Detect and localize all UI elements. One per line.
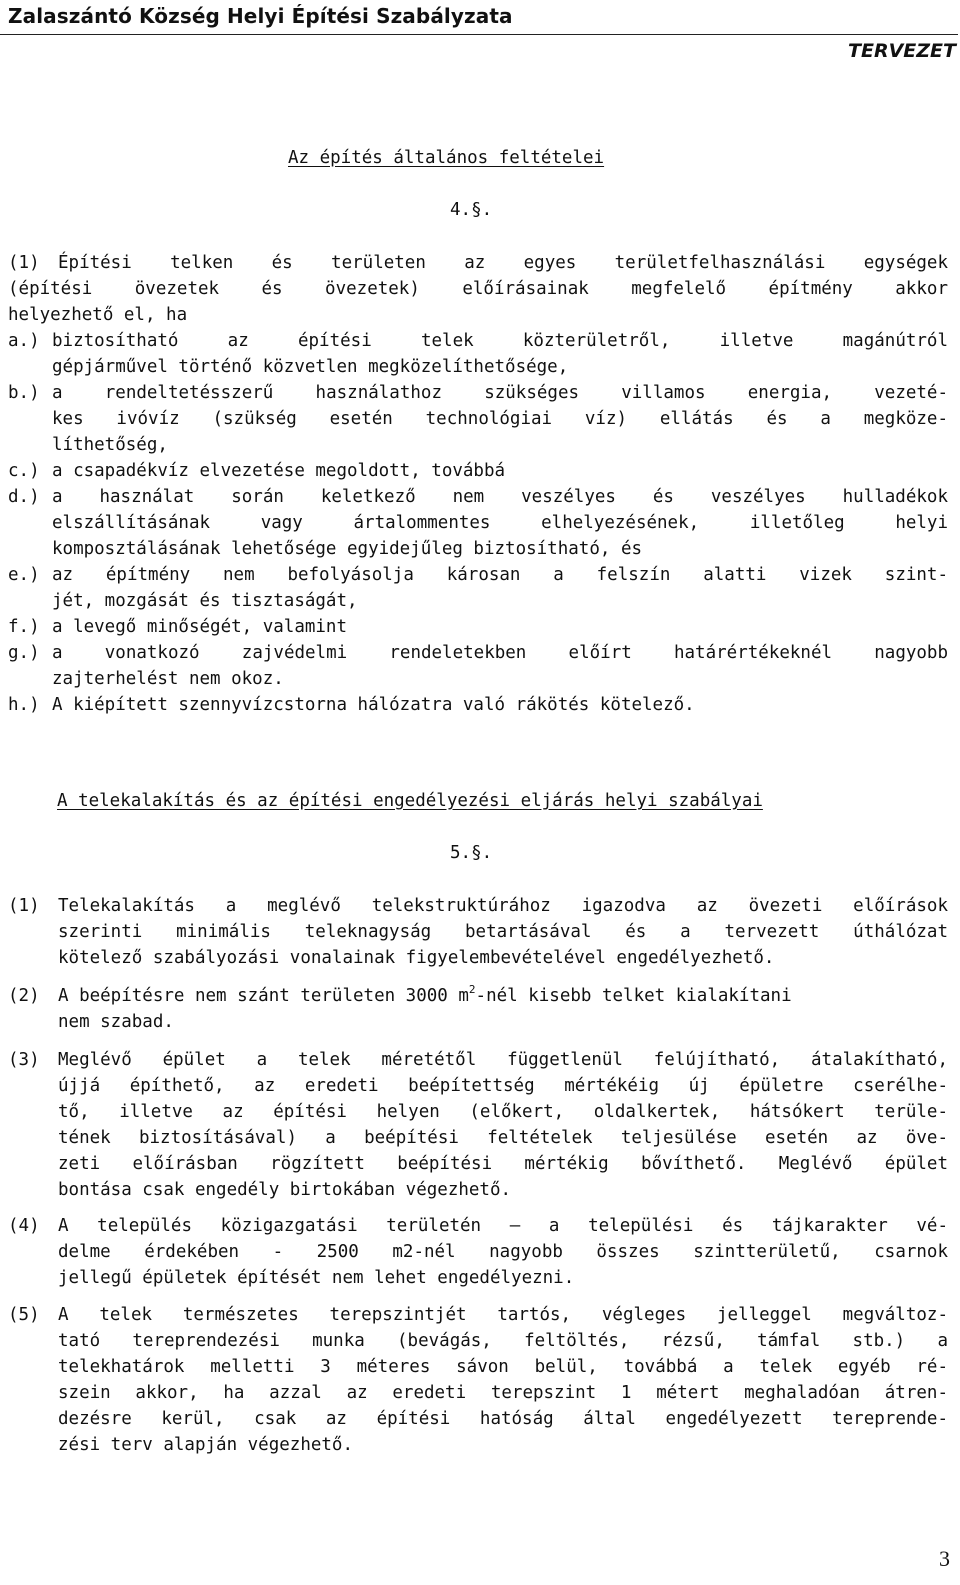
area-text: A beépítésre nem szánt területen 3000 m [58,986,469,1006]
paragraph-line: A település közigazgatási területén – a települési és tájkarakter vé- [58,1216,948,1236]
list-item-line: kes ivóvíz (szükség esetén technológiai víz) ellátás és a megköze- [52,409,948,429]
paragraph-line [58,983,948,1009]
paragraph-line: helyezhető el, ha [8,305,188,325]
paragraph-line: jellegű épületek építését nem lehet engedélyezni. [58,1268,575,1288]
paragraph-line: újjá építhető, az eredeti beépítettség mértékéig új épületre cserélhe- [58,1076,948,1096]
list-item [8,640,948,692]
paragraph-line: tató tereprendezési munka (bevágás, feltöltés, rézsű, támfal stb.) a [58,1331,948,1351]
paragraph-label: (1) [8,253,40,273]
list-item [8,562,948,614]
paragraph-line: Telekalakítás a meglévő telekstruktúrához igazodva az övezeti előírások [58,896,948,916]
list-item-line: komposztálásának lehetősége egyidejűleg biztosítható, és [52,539,643,559]
list-item-line: az építmény nem befolyásolja károsan a felszín alatti vizek szint- [52,565,948,585]
paragraph-line: tő, illetve az építési helyen (előkert, oldalkertek, hátsókert terüle- [58,1102,948,1122]
paragraph-line: nem szabad. [58,1012,174,1032]
list-item-line: gépjárművel történő közvetlen megközelíthetősége, [52,357,569,377]
section-4-heading: Az építés általános feltételei [288,148,605,168]
paragraph-line: dezésre kerül, csak az építési hatóság által engedélyezett tereprende- [58,1409,948,1429]
list-item-line: a csapadékvíz elvezetése megoldott, továbbá [52,461,506,481]
section-4-number: 4.§. [450,200,493,220]
paragraph-label: (5) [8,1305,40,1325]
list-item [8,380,948,458]
list-item-label: g.) [8,643,40,663]
paragraph-line: A telek természetes terepszintjét tartós, végleges jelleggel megváltoz- [58,1305,948,1325]
paragraph-line: kötelező szabályozási vonalainak figyelembevételével engedélyezhető. [58,948,775,968]
section-5-paragraph-5 [8,1302,948,1458]
list-item-line: a használat során keletkező nem veszélyes és veszélyes hulladékok [52,487,948,507]
paragraph-line: delme érdekében - 2500 m2-nél nagyobb összes szintterületű, csarnok [58,1242,948,1262]
paragraph-line: tének biztosításával) a beépítési feltételek teljesülése esetén az öve- [58,1128,948,1148]
paragraph-line: (építési övezetek és övezetek) előírásainak megfelelő építmény akkor [8,279,948,299]
document-header-title: Zalaszántó Község Helyi Építési Szabályzata [8,4,513,28]
list-item-line: a rendeltetésszerű használathoz szükséges villamos energia, vezeté- [52,383,948,403]
section-5-number: 5.§. [450,843,493,863]
paragraph-line: Meglévő épület a telek méretétől függetlenül felújítható, átalakítható, [58,1050,948,1070]
section-4-paragraph-1 [8,250,948,328]
page-number: 3 [939,1546,950,1571]
list-item-label: b.) [8,383,40,403]
paragraph-line: zési terv alapján végezhető. [58,1435,354,1455]
header-divider [0,34,958,35]
list-item-line: biztosítható az építési telek közterületről, illetve magánútról [52,331,948,351]
list-item-line: zajterhelést nem okoz. [52,669,284,689]
section-5-paragraph-1 [8,893,948,971]
draft-status-label: TERVEZET [848,40,956,62]
paragraph-line: szerinti minimális teleknagyság betartásával és a tervezett úthálózat [58,922,948,942]
paragraph-line: Építési telken és területen az egyes területfelhasználási egységek [58,253,948,273]
list-item-line: a vonatkozó zajvédelmi rendeletekben előírt határértékeknél nagyobb [52,643,948,663]
superscript-exponent: 2 [468,983,476,996]
list-item-label: d.) [8,487,40,507]
list-item-label: a.) [8,331,40,351]
list-item-line: jét, mozgását és tisztaságát, [52,591,358,611]
list-item [8,328,948,380]
section-5-paragraph-4 [8,1213,948,1291]
paragraph-line: szein akkor, ha azzal az eredeti terepszint 1 métert meghaladóan átren- [58,1383,948,1403]
section-5-paragraph-3 [8,1047,948,1203]
list-item-label: c.) [8,461,40,481]
list-item-line: elszállításának vagy ártalommentes elhelyezésének, illetőleg helyi [52,513,948,533]
list-item [8,484,948,562]
list-item-line: A kiépített szennyvízcstorna hálózatra való rákötés kötelező. [52,695,695,715]
paragraph-label: (1) [8,896,40,916]
paragraph-line: zeti előírásban rögzített beépítési mértékig bővíthető. Meglévő épület [58,1154,948,1174]
list-item-label: f.) [8,617,40,637]
list-item [8,692,948,718]
paragraph-label: (4) [8,1216,40,1236]
section-5-paragraph-2 [8,983,948,1035]
paragraph-text: -nél kisebb telket kialakítani [475,986,792,1006]
list-item-line: a levegő minőségét, valamint [52,617,348,637]
paragraph-line: telekhatárok melletti 3 méteres sávon belül, továbbá a telek egyéb ré- [58,1357,948,1377]
paragraph-line: bontása csak engedély birtokában végezhető. [58,1180,512,1200]
paragraph-label: (2) [8,986,40,1006]
section-5-heading: A telekalakítás és az építési engedélyezési eljárás helyi szabályai [57,791,763,811]
paragraph-label: (3) [8,1050,40,1070]
list-item-label: h.) [8,695,40,715]
list-item-line: líthetőség, [52,435,168,455]
conditions-list [8,328,948,718]
list-item [8,614,948,640]
list-item-label: e.) [8,565,40,585]
list-item [8,458,948,484]
